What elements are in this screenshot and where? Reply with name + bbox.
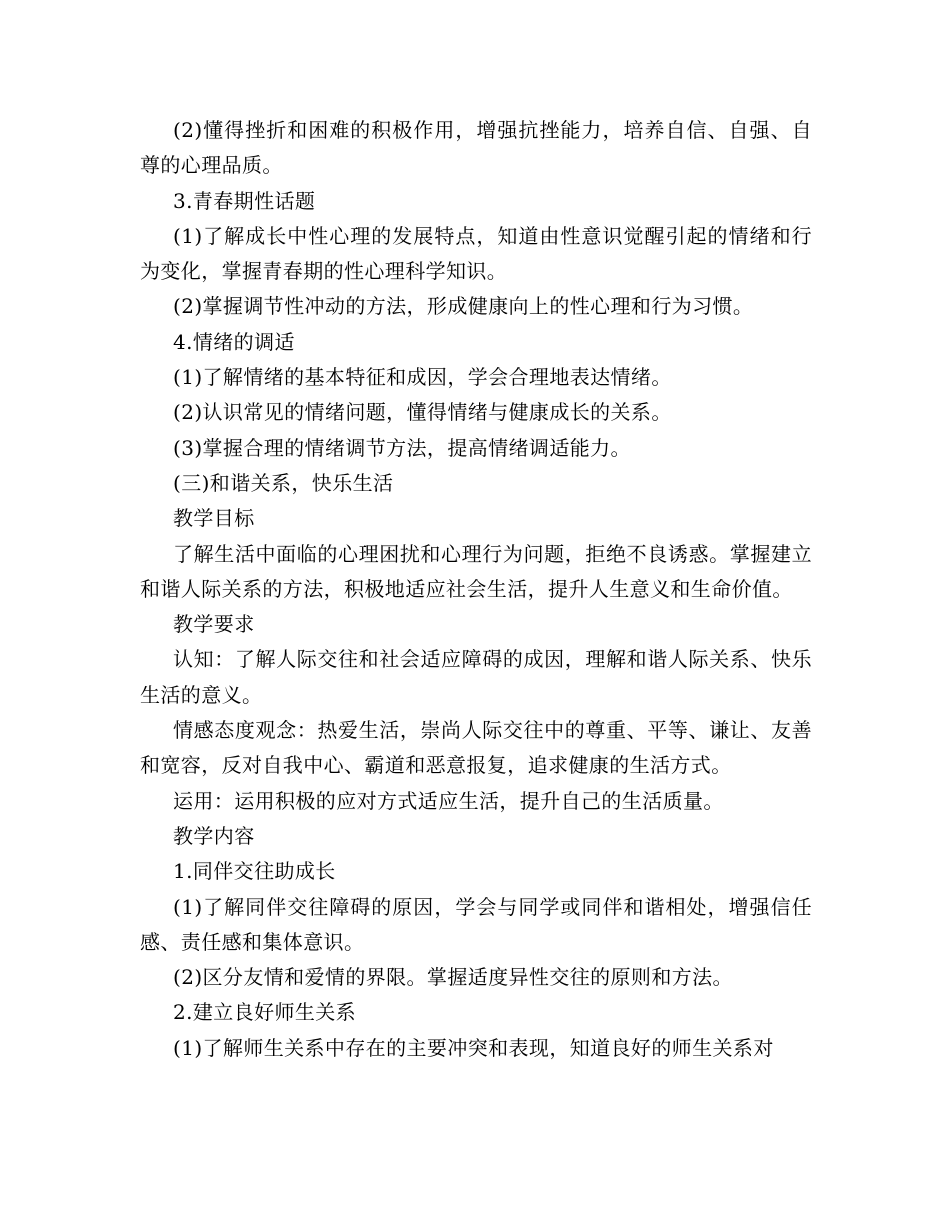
paragraph-cognition: 认知：了解人际交往和社会适应障碍的成因，理解和谐人际关系、快乐生活的意义。 (140, 647, 812, 707)
heading-teaching-requirements: 教学要求 (173, 612, 255, 637)
heading-teaching-goals: 教学目标 (173, 506, 255, 531)
heading-adolescence-topic: 3.青春期性话题 (173, 188, 316, 213)
paragraph-sexual-psychology-development: (1)了解成长中性心理的发展特点，知道由性意识觉醒引起的情绪和行为变化，掌握青春期的性心理科学知识。 (140, 223, 812, 284)
paragraph-emotion-problems: (2)认识常见的情绪问题，懂得情绪与健康成长的关系。 (173, 400, 672, 425)
paragraph-attitude: 情感态度观念：热爱生活，崇尚人际交往中的尊重、平等、谦让、友善和宽容，反对自我中心、霸道和恶意报复，追求健康的生活方式。 (140, 718, 812, 778)
paragraph-teacher-student-conflicts: (1)了解师生关系中存在的主要冲突和表现，知道良好的师生关系对 (173, 1035, 774, 1060)
paragraph-regulate-impulse: (2)掌握调节性冲动的方法，形成健康向上的性心理和行为习惯。 (173, 294, 754, 319)
paragraph-peer-barriers: (1)了解同伴交往障碍的原因，学会与同学或同伴和谐相处，增强信任感、责任感和集体意识。 (140, 894, 812, 954)
heading-teacher-student: 2.建立良好师生关系 (173, 1000, 357, 1025)
paragraph-teaching-goals: 了解生活中面临的心理困扰和心理行为问题，拒绝不良诱惑。掌握建立和谐人际关系的方法，积极地适应社会生活，提升人生意义和生命价值。 (140, 541, 812, 601)
heading-teaching-content: 教学内容 (173, 823, 255, 848)
heading-peer-interaction: 1.同伴交往助成长 (173, 859, 336, 884)
paragraph-friendship-love: (2)区分友情和爱情的界限。掌握适度异性交往的原则和方法。 (173, 965, 733, 990)
document-body (140, 113, 812, 1066)
heading-harmonious-relations: (三)和谐关系，快乐生活 (173, 470, 394, 495)
paragraph-frustration-value: (2)懂得挫折和困难的积极作用，增强抗挫能力，培养自信、自强、自尊的心理品质。 (140, 118, 812, 178)
heading-emotion-adjustment: 4.情绪的调适 (173, 329, 295, 354)
paragraph-emotion-features: (1)了解情绪的基本特征和成因，学会合理地表达情绪。 (173, 365, 672, 390)
paragraph-emotion-regulation: (3)掌握合理的情绪调节方法，提高情绪调适能力。 (173, 435, 631, 460)
paragraph-application: 运用：运用积极的应对方式适应生活，提升自己的生活质量。 (173, 788, 724, 813)
